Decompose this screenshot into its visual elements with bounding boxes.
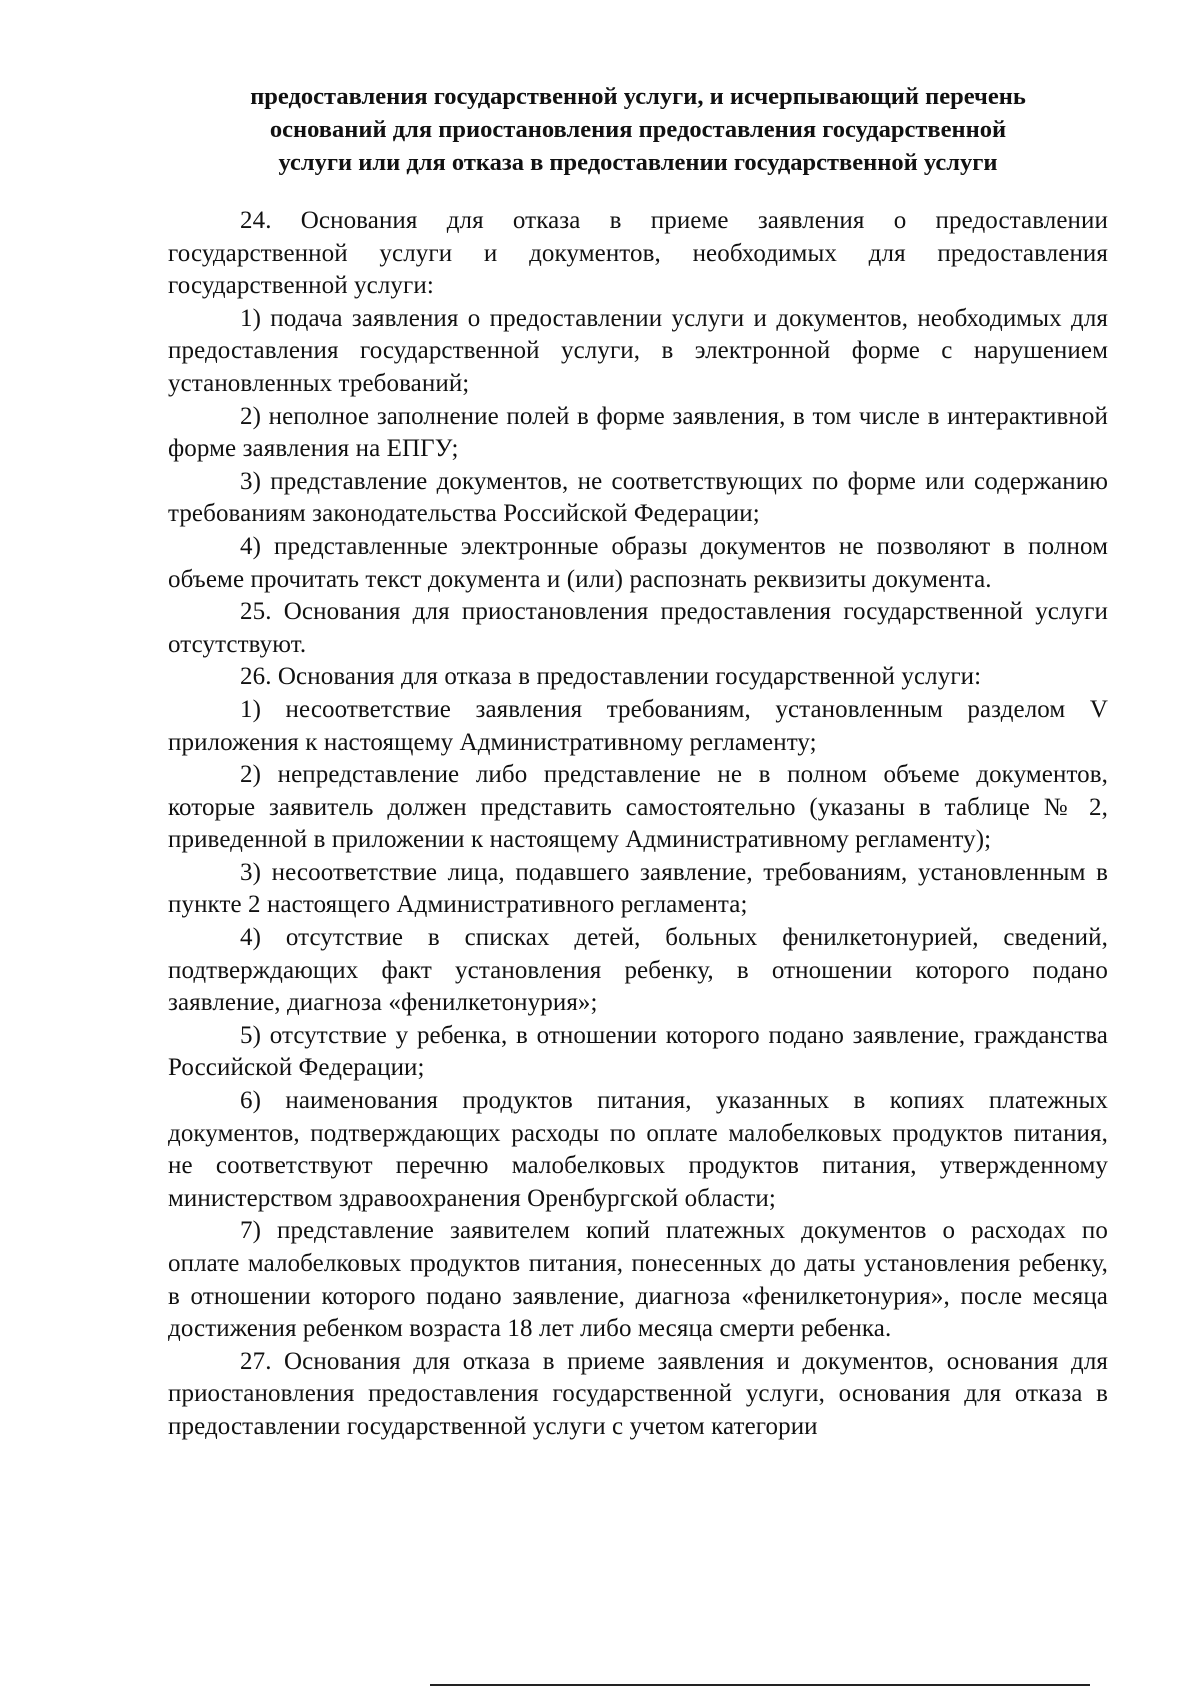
document-page (168, 80, 1108, 1444)
list-item-26-5: 5) отсутствие у ребенка, в отношении которого подано заявление, гражданства Российской Федерации; (168, 1021, 1108, 1082)
document-body (168, 205, 1108, 1444)
section-heading (168, 80, 1108, 179)
paragraph-26: 26. Основания для отказа в предоставлении государственной услуги: (240, 663, 982, 691)
list-item-26-3: 3) несоответствие лица, подавшего заявление, требованиям, установленным в пункте 2 настоящего Административного регламента; (168, 858, 1108, 919)
list-item-26-7: 7) представление заявителем копий платежных документов о расходах по оплате малобелковых продуктов питания, понесенных до даты установления ребенку, в отношении которого подано заявление, диагноза «фенилкетонурия», после месяца достижения ребенком возраста 18 лет либо месяца смерти ребенка. (168, 1217, 1108, 1343)
list-item-26-4: 4) отсутствие в списках детей, больных фенилкетонурией, сведений, подтверждающих факт установления ребенку, в отношении которого подано заявление, диагноза «фенилкетонурия»; (168, 924, 1108, 1017)
list-item-26-1: 1) несоответствие заявления требованиям, установленным разделом V приложения к настоящему Административному регламенту; (168, 695, 1108, 756)
list-item-26-6: 6) наименования продуктов питания, указанных в копиях платежных документов, подтверждающих расходы по оплате малобелковых продуктов питания, не соответствуют перечню малобелковых продуктов питания, утвержденному министерством здравоохранения Оренбургской области; (168, 1087, 1108, 1212)
list-item-24-4: 4) представленные электронные образы документов не позволяют в полном объеме прочитать текст документа и (или) распознать реквизиты документа. (168, 532, 1108, 593)
list-item-24-3: 3) представление документов, не соответствующих по форме или содержанию требованиям законодательства Российской Федерации; (168, 467, 1108, 528)
list-item-24-2: 2) неполное заполнение полей в форме заявления, в том числе в интерактивной форме заявления на ЕПГУ; (168, 402, 1108, 463)
heading-line: предоставления государственной услуги, и исчерпывающий перечень (250, 83, 1026, 110)
heading-line: оснований для приостановления предоставления государственной (269, 116, 1007, 143)
list-item-24-1: 1) подача заявления о предоставлении услуги и документов, необходимых для предоставления государственной услуги, в электронной форме с нарушением установленных требований; (168, 304, 1108, 397)
paragraph-25: 25. Основания для приостановления предоставления государственной услуги отсутствуют. (168, 598, 1108, 658)
paragraph-27: 27. Основания для отказа в приеме заявления и документов, основания для приостановления предоставления государственной услуги, основания для отказа в предоставлении государственной услуги с учетом категории (168, 1347, 1108, 1440)
list-item-26-2: 2) непредставление либо представление не в полном объеме документов, которые заявитель должен представить самостоятельно (указаны в таблице № 2, приведенной в приложении к настоящему Административному регламенту); (168, 761, 1108, 854)
heading-line: услуги или для отказа в предоставлении государственной услуги (278, 149, 998, 176)
paragraph-24: 24. Основания для отказа в приеме заявления о предоставлении государственной услуги и документов, необходимых для предоставления государственной услуги: (168, 207, 1108, 300)
footer-divider (430, 1684, 1090, 1686)
